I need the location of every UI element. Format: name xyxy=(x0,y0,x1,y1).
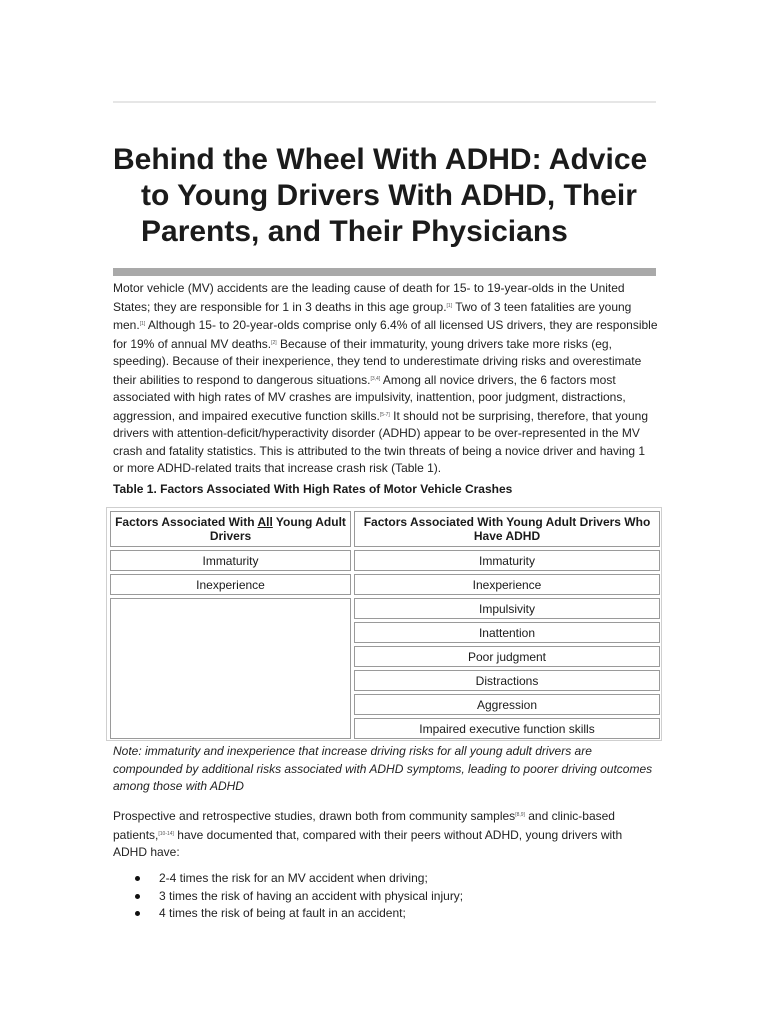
list-item-text: 3 times the risk of having an accident with physical injury; xyxy=(159,888,464,903)
text-run: Although 15- to 20-year-olds comprise only 6.4% of all licensed US drivers, they are responsible xyxy=(145,318,658,332)
header-text: Factors Associated With xyxy=(115,515,258,529)
table-caption: Table 1. Factors Associated With High Rates of Motor Vehicle Crashes xyxy=(113,482,513,496)
header-text: Young Adult Drivers xyxy=(209,515,346,543)
text-run: patients, xyxy=(113,827,159,842)
citation-ref[interactable]: [5-7] xyxy=(379,411,390,418)
table-cell: Aggression xyxy=(354,694,660,715)
intro-paragraph xyxy=(113,280,658,478)
table-cell: Impulsivity xyxy=(354,598,660,619)
title-underline-band xyxy=(113,268,656,276)
text-run: have documented that, compared with their peers without ADHD, young drivers with xyxy=(173,827,623,842)
risk-list xyxy=(113,870,658,923)
text-run: their abilities to respond to dangerous situations. xyxy=(113,372,371,387)
article-title xyxy=(113,142,658,250)
bullet-icon xyxy=(135,911,140,916)
table-note xyxy=(113,743,658,796)
intro-line xyxy=(113,316,658,335)
note-line: Note: immaturity and inexperience that increase driving risks for all young adult drivers are xyxy=(113,744,592,758)
table-cell: Inexperience xyxy=(354,574,660,595)
citation-ref[interactable]: [10-14] xyxy=(158,830,174,837)
table-cell: Immaturity xyxy=(354,550,660,571)
text-run: and clinic-based xyxy=(524,809,615,823)
table-header-left xyxy=(110,511,351,547)
intro-line xyxy=(113,371,658,390)
text-run: States; they are responsible for 1 in 3 deaths in this age group. xyxy=(113,299,447,314)
top-divider xyxy=(113,101,656,103)
citation-ref[interactable]: [3,4] xyxy=(370,375,381,382)
citation-ref[interactable]: [8,9] xyxy=(515,812,525,818)
list-item-text: 4 times the risk of being at fault in an accident; xyxy=(159,906,406,920)
text-run: Prospective and retrospective studies, drawn both from community samples xyxy=(113,809,516,823)
list-item-text: 2-4 times the risk for an MV accident when driving; xyxy=(159,871,428,885)
note-line: among those with ADHD xyxy=(113,779,244,793)
text-run: It should not be surprising, therefore, that young xyxy=(389,408,648,423)
list-item xyxy=(113,888,658,906)
text-run: aggression, and impaired executive function skills. xyxy=(113,408,380,423)
citation-ref[interactable]: [2] xyxy=(271,339,277,346)
list-item xyxy=(113,905,658,923)
intro-line: crash and fatality statistics. This is attributed to the twin threats of being a novice driver and having 1 xyxy=(113,443,646,458)
studies-line xyxy=(113,807,658,826)
intro-line: Motor vehicle (MV) accidents are the leading cause of death for 15- to 19-year-olds in the United xyxy=(113,281,625,295)
table-cell: Inexperience xyxy=(110,574,351,595)
intro-line: or more ADHD-related traits that increase crash risk (Table 1). xyxy=(113,461,442,475)
citation-ref[interactable]: [1] xyxy=(139,321,146,327)
studies-paragraph xyxy=(113,807,658,862)
intro-line xyxy=(113,335,658,354)
title-line-2: to Young Drivers With ADHD, Their xyxy=(141,179,637,212)
intro-line: drivers with attention-deficit/hyperactivity disorder (ADHD) appear to be over-represented in the MV xyxy=(113,426,640,440)
table-cell: Impaired executive function skills xyxy=(354,718,660,739)
text-run: men. xyxy=(113,318,140,332)
table-header-right xyxy=(354,511,660,547)
text-run: for 19% of annual MV deaths. xyxy=(113,336,272,351)
bullet-icon xyxy=(135,876,140,881)
intro-line xyxy=(113,407,658,426)
title-line-1: Behind the Wheel With ADHD: Advice xyxy=(113,143,648,176)
studies-line: ADHD have: xyxy=(113,845,180,859)
text-run: Because of their immaturity, young drivers take more risks (eg, xyxy=(276,336,612,351)
text-run: Two of 3 teen fatalities are young xyxy=(452,299,632,314)
note-line: compounded by additional risks associated with ADHD symptoms, leading to poorer driving outcomes xyxy=(113,761,653,776)
studies-line xyxy=(113,826,658,845)
text-run: Among all novice drivers, the 6 factors most xyxy=(380,372,616,387)
title-line-3: Parents, and Their Physicians xyxy=(141,215,568,248)
list-item xyxy=(113,870,658,888)
table-cell: Immaturity xyxy=(110,550,351,571)
citation-ref[interactable]: [1] xyxy=(446,302,453,309)
table-cell: Inattention xyxy=(354,622,660,643)
header-emphasis: All xyxy=(257,515,273,529)
intro-line: associated with high rates of MV crashes are impulsivity, inattention, poor judgment, distractions, xyxy=(113,390,626,404)
table-cell: Distractions xyxy=(354,670,660,691)
table-empty-cell xyxy=(110,598,351,739)
header-text: Factors Associated With Young Adult Drivers Who Have ADHD xyxy=(363,515,651,543)
table-cell: Poor judgment xyxy=(354,646,660,667)
intro-line: speeding). Because of their inexperience, they tend to underestimate driving risks and overestimate xyxy=(113,354,642,368)
factors-table xyxy=(106,507,662,741)
intro-line xyxy=(113,298,658,317)
bullet-icon xyxy=(135,894,140,899)
